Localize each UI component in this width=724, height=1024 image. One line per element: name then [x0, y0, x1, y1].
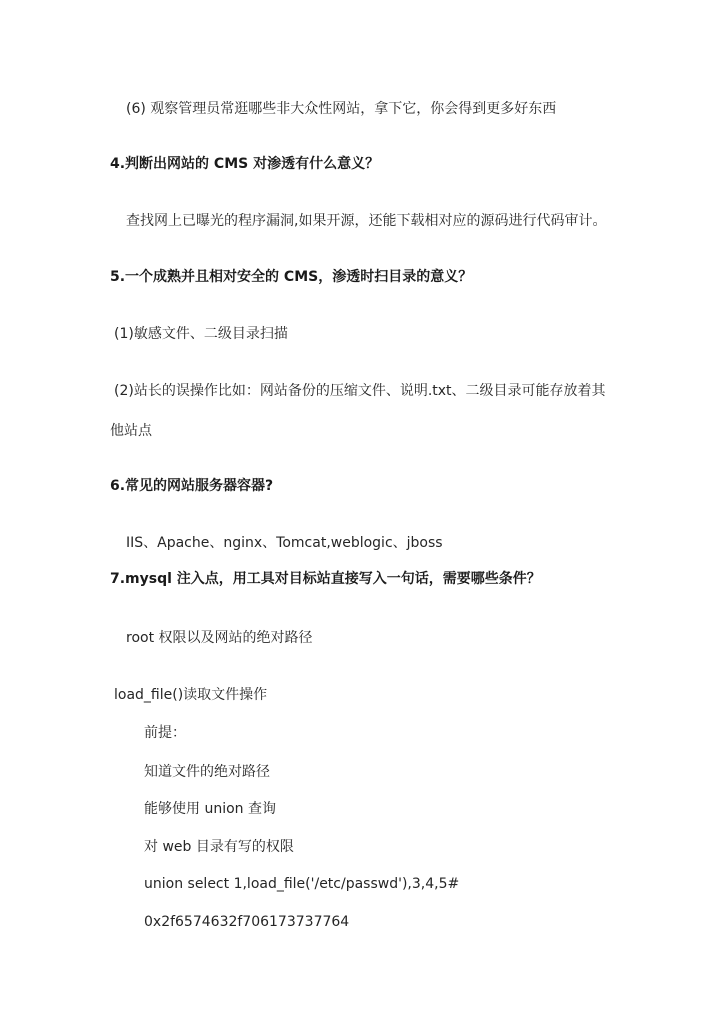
text-line-union-query: 能够使用 union 查询	[144, 801, 276, 817]
text-line-web-write-permission: 对 web 目录有写的权限	[144, 839, 294, 855]
heading-question-4: 4.判断出网站的 CMS 对渗透有什么意义？	[110, 156, 380, 172]
text-line-answer-4: 查找网上已曝光的程序漏洞,如果开源，还能下载相对应的源码进行代码审计。	[126, 213, 607, 229]
text-line-load-file: load_file()读取文件操作	[114, 687, 268, 703]
text-line-observe-admin-sites: (6) 观察管理员常逛哪些非大众性网站，拿下它，你会得到更多好东西	[126, 101, 557, 117]
heading-question-7: 7.mysql 注入点，用工具对目标站直接写入一句话，需要哪些条件？	[110, 571, 541, 587]
text-line-answer-5-item-2: (2)站长的误操作比如：网站备份的压缩文件、说明.txt、二级目录可能存放着其	[114, 383, 606, 399]
text-line-answer-5-item-2-cont: 他站点	[110, 423, 152, 439]
text-line-union-select-example: union select 1,load_file('/etc/passwd'),3,4,5#	[144, 876, 460, 892]
heading-question-5: 5.一个成熟并且相对安全的 CMS，渗透时扫目录的意义？	[110, 269, 473, 285]
text-line-prerequisite: 前提：	[144, 725, 186, 741]
text-line-know-absolute-path: 知道文件的绝对路径	[144, 764, 270, 780]
text-line-answer-5-item-1: (1)敏感文件、二级目录扫描	[114, 326, 288, 342]
text-line-answer-6: IIS、Apache、nginx、Tomcat,weblogic、jboss	[126, 535, 443, 551]
heading-question-6: 6.常见的网站服务器容器?	[110, 478, 274, 494]
text-line-hex-path: 0x2f6574632f706173737764	[144, 914, 350, 930]
text-line-answer-7: root 权限以及网站的绝对路径	[126, 630, 313, 646]
